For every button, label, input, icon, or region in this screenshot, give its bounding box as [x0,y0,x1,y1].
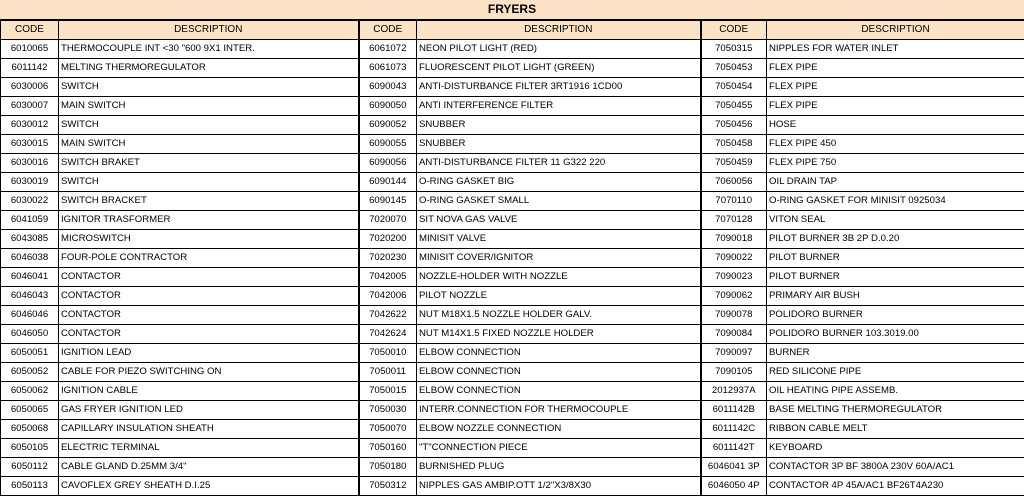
column-header-code: CODE [1,21,59,40]
part-code-cell: 7020230 [359,249,417,268]
part-description-cell: IGNITION LEAD [59,344,359,363]
part-description-cell: FLEX PIPE 450 [767,135,1024,154]
part-description-cell: NUT M14X1.5 FIXED NOZZLE HOLDER [417,325,701,344]
part-code-cell: 7050312 [359,477,417,496]
table-row [1,439,1024,458]
part-code-cell: 6090052 [359,116,417,135]
column-header-description: DESCRIPTION [417,21,701,40]
part-code-cell: 2012937A [701,382,767,401]
part-description-cell: ELBOW NOZZLE CONNECTION [417,420,701,439]
part-description-cell: SWITCH BRAKET [59,154,359,173]
part-code-cell: 7050015 [359,382,417,401]
part-code-cell: 6011142B [701,401,767,420]
part-code-cell: 7042624 [359,325,417,344]
part-description-cell: MINISIT VALVE [417,230,701,249]
table-row [1,458,1024,477]
table-row [1,154,1024,173]
part-description-cell: BURNISHED PLUG [417,458,701,477]
part-description-cell: PILOT NOZZLE [417,287,701,306]
part-description-cell: PILOT BURNER [767,268,1024,287]
part-description-cell: IGNITOR TRASFORMER [59,211,359,230]
part-code-cell: 6090050 [359,97,417,116]
part-description-cell: ELECTRIC TERMINAL [59,439,359,458]
part-code-cell: 7090084 [701,325,767,344]
table-row [1,477,1024,496]
part-code-cell: 6050068 [1,420,59,439]
part-code-cell: 6030016 [1,154,59,173]
part-code-cell: 7090023 [701,268,767,287]
part-description-cell: FLEX PIPE [767,78,1024,97]
part-code-cell: 6046043 [1,287,59,306]
part-description-cell: CONTACTOR [59,287,359,306]
part-description-cell: "T"CONNECTION PIECE [417,439,701,458]
part-code-cell: 6046046 [1,306,59,325]
part-description-cell: IGNITION CABLE [59,382,359,401]
table-row [1,59,1024,78]
part-description-cell: SNUBBER [417,135,701,154]
part-code-cell: 6030006 [1,78,59,97]
part-description-cell: POLIDORO BURNER [767,306,1024,325]
part-description-cell: SWITCH [59,116,359,135]
part-code-cell: 7042005 [359,268,417,287]
part-description-cell: FLEX PIPE 750 [767,154,1024,173]
part-description-cell: MAIN SWITCH [59,97,359,116]
part-code-cell: 6010065 [1,40,59,59]
part-description-cell: KEYBOARD [767,439,1024,458]
part-code-cell: 6030012 [1,116,59,135]
part-code-cell: 7050030 [359,401,417,420]
part-description-cell: PRIMARY AIR BUSH [767,287,1024,306]
part-code-cell: 7050070 [359,420,417,439]
part-code-cell: 6046038 [1,249,59,268]
part-description-cell: BURNER [767,344,1024,363]
part-description-cell: PILOT BURNER 3B 2P D.0.20 [767,230,1024,249]
part-description-cell: GAS FRYER IGNITION LED [59,401,359,420]
part-description-cell: OIL DRAIN TAP [767,173,1024,192]
part-description-cell: RIBBON CABLE MELT [767,420,1024,439]
part-description-cell: CAPILLARY INSULATION SHEATH [59,420,359,439]
parts-table [0,20,1024,496]
table-row [1,173,1024,192]
part-code-cell: 6090043 [359,78,417,97]
part-code-cell: 7050458 [701,135,767,154]
part-code-cell: 6050112 [1,458,59,477]
part-code-cell: 7020200 [359,230,417,249]
part-description-cell: VITON SEAL [767,211,1024,230]
part-code-cell: 6011142C [701,420,767,439]
part-code-cell: 7042622 [359,306,417,325]
part-description-cell: BASE MELTING THERMOREGULATOR [767,401,1024,420]
table-row [1,382,1024,401]
part-description-cell: ANTI-DISTURBANCE FILTER 11 G322 220 [417,154,701,173]
part-description-cell: NUT M18X1.5 NOZZLE HOLDER GALV. [417,306,701,325]
part-description-cell: FLEX PIPE [767,59,1024,78]
part-description-cell: PILOT BURNER [767,249,1024,268]
part-description-cell: RED SILICONE PIPE [767,363,1024,382]
part-code-cell: 7050315 [701,40,767,59]
part-description-cell: SIT NOVA GAS VALVE [417,211,701,230]
part-description-cell: HOSE [767,116,1024,135]
column-header-code: CODE [701,21,767,40]
part-description-cell: OIL HEATING PIPE ASSEMB. [767,382,1024,401]
part-description-cell: NIPPLES FOR WATER INLET [767,40,1024,59]
part-code-cell: 7050010 [359,344,417,363]
part-description-cell: MICROSWITCH [59,230,359,249]
part-code-cell: 6011142 [1,59,59,78]
part-code-cell: 7050180 [359,458,417,477]
table-row [1,230,1024,249]
part-code-cell: 7050459 [701,154,767,173]
part-code-cell: 6011142T [701,439,767,458]
part-code-cell: 6030015 [1,135,59,154]
part-description-cell: O-RING GASKET SMALL [417,192,701,211]
part-code-cell: 7090062 [701,287,767,306]
part-code-cell: 6050051 [1,344,59,363]
table-row [1,420,1024,439]
table-row [1,344,1024,363]
part-description-cell: SNUBBER [417,116,701,135]
table-row [1,287,1024,306]
part-code-cell: 6090056 [359,154,417,173]
part-description-cell: CAVOFLEX GREY SHEATH D.I.25 [59,477,359,496]
table-row [1,268,1024,287]
part-code-cell: 6030022 [1,192,59,211]
part-code-cell: 6090144 [359,173,417,192]
part-description-cell: ANTI-DISTURBANCE FILTER 3RT1916 1CD00 [417,78,701,97]
part-code-cell: 7090018 [701,230,767,249]
part-code-cell: 6061073 [359,59,417,78]
table-row [1,306,1024,325]
part-description-cell: INTERR.CONNECTION FOR THERMOCOUPLE [417,401,701,420]
part-code-cell: 7090078 [701,306,767,325]
column-header-description: DESCRIPTION [767,21,1024,40]
part-code-cell: 7070110 [701,192,767,211]
part-code-cell: 6046041 3P [701,458,767,477]
part-description-cell: FOUR-POLE CONTRACTOR [59,249,359,268]
part-code-cell: 6090145 [359,192,417,211]
part-description-cell: ELBOW CONNECTION [417,363,701,382]
part-code-cell: 6041059 [1,211,59,230]
part-code-cell: 7050455 [701,97,767,116]
part-description-cell: CABLE FOR PIEZO SWITCHING ON [59,363,359,382]
part-code-cell: 6090055 [359,135,417,154]
table-row [1,192,1024,211]
part-code-cell: 6046050 4P [701,477,767,496]
table-row [1,249,1024,268]
part-description-cell: O-RING GASKET BIG [417,173,701,192]
part-code-cell: 7090097 [701,344,767,363]
part-code-cell: 7090105 [701,363,767,382]
part-code-cell: 6046041 [1,268,59,287]
part-code-cell: 7050160 [359,439,417,458]
part-description-cell: CONTACTOR [59,325,359,344]
part-description-cell: NOZZLE-HOLDER WITH NOZZLE [417,268,701,287]
table-row [1,211,1024,230]
column-header-description: DESCRIPTION [59,21,359,40]
part-code-cell: 6043085 [1,230,59,249]
part-description-cell: POLIDORO BURNER 103.3019.00 [767,325,1024,344]
part-description-cell: ELBOW CONNECTION [417,344,701,363]
part-description-cell: SWITCH BRACKET [59,192,359,211]
part-description-cell: ANTI INTERFERENCE FILTER [417,97,701,116]
part-description-cell: O-RING GASKET FOR MINISIT 0925034 [767,192,1024,211]
part-code-cell: 6050062 [1,382,59,401]
table-row [1,135,1024,154]
table-row [1,97,1024,116]
column-header-code: CODE [359,21,417,40]
part-description-cell: FLUORESCENT PILOT LIGHT (GREEN) [417,59,701,78]
part-code-cell: 6050105 [1,439,59,458]
part-description-cell: MELTING THERMOREGULATOR [59,59,359,78]
part-description-cell: CONTACTOR [59,268,359,287]
table-row [1,116,1024,135]
part-description-cell: NEON PILOT LIGHT (RED) [417,40,701,59]
part-code-cell: 7050454 [701,78,767,97]
table-row [1,40,1024,59]
part-code-cell: 7050456 [701,116,767,135]
sheet-title: FRYERS [0,0,1024,20]
part-code-cell: 6050065 [1,401,59,420]
part-description-cell: ELBOW CONNECTION [417,382,701,401]
header-row [1,21,1024,40]
table-row [1,78,1024,97]
part-code-cell: 6046050 [1,325,59,344]
part-description-cell: CONTACTOR 3P BF 3800A 230V 60A/AC1 [767,458,1024,477]
part-code-cell: 7042006 [359,287,417,306]
part-code-cell: 7050011 [359,363,417,382]
part-description-cell: SWITCH [59,78,359,97]
part-description-cell: SWITCH [59,173,359,192]
table-row [1,325,1024,344]
part-code-cell: 6030019 [1,173,59,192]
part-description-cell: MINISIT COVER/IGNITOR [417,249,701,268]
part-description-cell: NIPPLES GAS AMBIP.OTT 1/2"X3/8X30 [417,477,701,496]
part-description-cell: CONTACTOR 4P 45A/AC1 BF26T4A230 [767,477,1024,496]
part-code-cell: 6050052 [1,363,59,382]
part-description-cell: CONTACTOR [59,306,359,325]
part-description-cell: THERMOCOUPLE INT <30 "600 9X1 INTER. [59,40,359,59]
part-code-cell: 7090022 [701,249,767,268]
table-body [1,40,1024,496]
part-code-cell: 7070128 [701,211,767,230]
part-code-cell: 7060056 [701,173,767,192]
part-description-cell: FLEX PIPE [767,97,1024,116]
part-code-cell: 7050453 [701,59,767,78]
part-code-cell: 6030007 [1,97,59,116]
table-row [1,363,1024,382]
part-description-cell: CABLE GLAND D.25MM 3/4" [59,458,359,477]
part-description-cell: MAIN SWITCH [59,135,359,154]
table-row [1,401,1024,420]
part-code-cell: 7020070 [359,211,417,230]
part-code-cell: 6061072 [359,40,417,59]
part-code-cell: 6050113 [1,477,59,496]
